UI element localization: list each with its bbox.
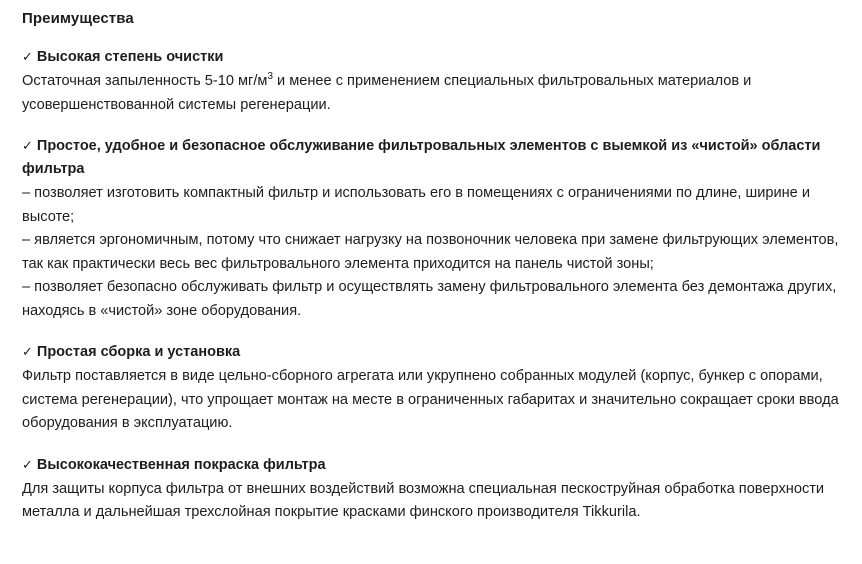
benefit-item xyxy=(22,46,842,117)
benefit-body xyxy=(22,182,842,323)
check-icon: ✓ xyxy=(22,344,33,359)
benefit-item xyxy=(22,341,842,436)
benefit-heading-text: Высококачественная покраска фильтра xyxy=(36,456,326,473)
benefit-heading-text: Простая сборка и установка xyxy=(36,344,241,360)
benefit-body xyxy=(22,70,842,117)
check-icon: ✓ xyxy=(22,138,33,153)
superscript-cubic: 3 xyxy=(267,71,273,83)
benefit-dash-line: – является эргономичным, потому что снижает нагрузку на позвоночник человека при замене фильтрующих элементов, так как практически весь вес фильтровального элемента приходится на панель чистой зоны; xyxy=(22,232,839,272)
benefit-item xyxy=(22,454,842,525)
benefit-heading xyxy=(22,46,840,69)
benefit-body: Фильтр поставляется в виде цельно-сборного агрегата или укрупнено собранных модулей (корпус, бункер с опорами, система регенерации), что упрощает монтаж на месте в ограниченных габаритах и значительно сокращает сроки ввода оборудования в эксплуатацию. xyxy=(22,368,839,431)
page-title: Преимущества xyxy=(22,10,134,27)
check-icon: ✓ xyxy=(22,49,33,64)
benefit-body-prefix: Остаточная запыленность 5-10 мг/м xyxy=(22,73,268,89)
benefit-heading xyxy=(22,341,840,364)
benefit-heading xyxy=(22,135,840,181)
benefit-heading xyxy=(22,454,840,477)
benefit-body: Для защиты корпуса фильтра от внешних воздействий возможна специальная пескоструйная обработка поверхности металла и дальнейшая трехслойная покрытие красками финского производителя Tikkurila. xyxy=(22,480,825,520)
benefit-heading-text: Простое, удобное и безопасное обслуживание фильтровальных элементов с выемкой из «чистой» области фильтра xyxy=(22,138,821,177)
benefit-dash-line: – позволяет безопасно обслуживать фильтр и осуществлять замену фильтровального элемента без демонтажа других, находясь в «чистой» зоне оборудования. xyxy=(22,279,837,319)
check-icon: ✓ xyxy=(22,456,33,472)
benefit-item xyxy=(22,135,842,323)
benefit-heading-text: Высокая степень очистки xyxy=(36,49,224,65)
benefit-dash-line: – позволяет изготовить компактный фильтр и использовать его в помещениях с ограничениями по длине, ширине и высоте; xyxy=(22,185,811,225)
benefit-body-suffix: и менее с применением специальных фильтровальных материалов и усовершенствованной системы регенерации. xyxy=(22,73,752,113)
